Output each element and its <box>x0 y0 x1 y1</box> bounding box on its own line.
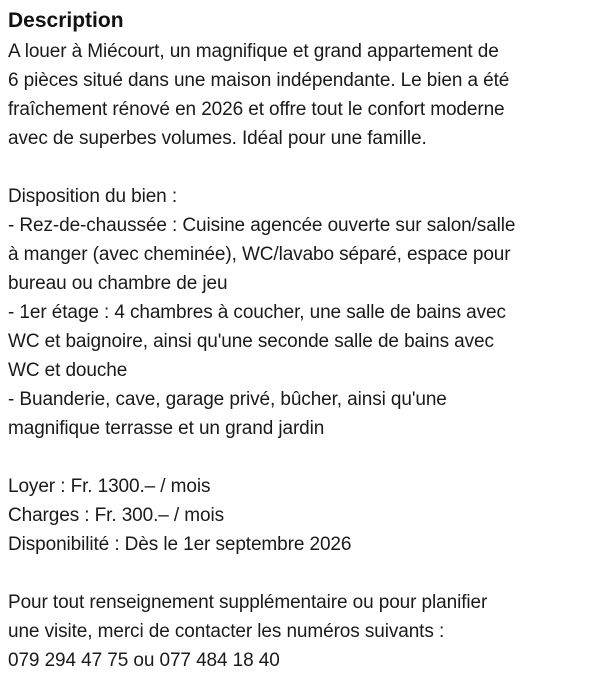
contact-line: une visite, merci de contacter les numéros suivants : <box>8 621 445 642</box>
layout-line: Disposition du bien : <box>8 186 178 207</box>
layout-line: - Buanderie, cave, garage privé, bûcher, ainsi qu'une <box>8 389 447 410</box>
contact-line: Pour tout renseignement supplémentaire ou pour planifier <box>8 592 488 613</box>
terms-paragraph <box>8 472 600 559</box>
intro-line: 6 pièces situé dans une maison indépendante. Le bien a été <box>8 70 510 91</box>
layout-line: - Rez-de-chaussée : Cuisine agencée ouverte sur salon/salle <box>8 215 516 236</box>
phone-numbers: 079 294 47 75 ou 077 484 18 40 <box>8 650 280 671</box>
paragraph-spacer <box>8 153 600 182</box>
layout-line: - 1er étage : 4 chambres à coucher, une salle de bains avec <box>8 302 506 323</box>
layout-line: WC et baignoire, ainsi qu'une seconde salle de bains avec <box>8 331 494 352</box>
rent-line: Loyer : Fr. 1300.– / mois <box>8 476 211 497</box>
layout-line: magnifique terrasse et un grand jardin <box>8 418 325 439</box>
intro-line: A louer à Miécourt, un magnifique et grand appartement de <box>8 41 499 62</box>
availability-line: Disponibilité : Dès le 1er septembre 2026 <box>8 534 352 555</box>
section-heading: Description <box>8 9 124 32</box>
layout-line: bureau ou chambre de jeu <box>8 273 228 294</box>
paragraph-spacer <box>8 443 600 472</box>
contact-paragraph <box>8 588 600 675</box>
listing-description <box>8 8 600 675</box>
intro-line: fraîchement rénové en 2026 et offre tout le confort moderne <box>8 99 505 120</box>
paragraph-spacer <box>8 559 600 588</box>
layout-paragraph <box>8 182 600 443</box>
layout-line: WC et douche <box>8 360 128 381</box>
intro-line: avec de superbes volumes. Idéal pour une famille. <box>8 128 427 149</box>
layout-line: à manger (avec cheminée), WC/lavabo séparé, espace pour <box>8 244 511 265</box>
charges-line: Charges : Fr. 300.– / mois <box>8 505 224 526</box>
intro-paragraph <box>8 37 600 153</box>
